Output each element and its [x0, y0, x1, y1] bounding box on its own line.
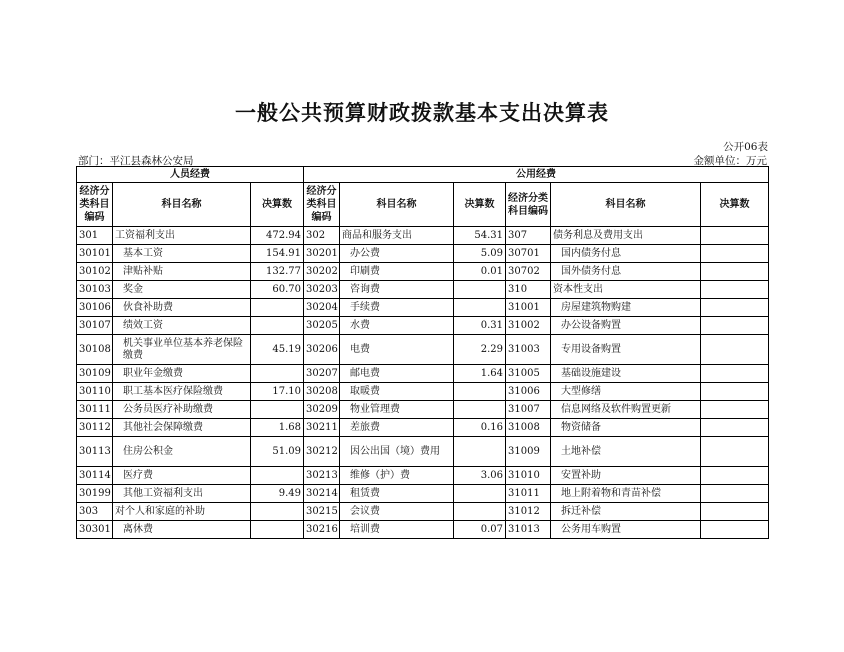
cell-amount: [701, 317, 769, 335]
cell-code: 30209: [304, 401, 340, 419]
cell-item-name: 基础设施建设: [551, 365, 701, 383]
cell-item-name: 差旅费: [340, 419, 454, 437]
cell-item-name: 土地补偿: [551, 437, 701, 467]
cell-amount: [701, 365, 769, 383]
cell-amount: [454, 503, 506, 521]
cell-code: 30211: [304, 419, 340, 437]
cell-item-name: 资本性支出: [551, 281, 701, 299]
cell-amount: 2.29: [454, 335, 506, 365]
cell-amount: [251, 299, 304, 317]
cell-code: 30102: [77, 263, 113, 281]
cell-code: 30208: [304, 383, 340, 401]
table-row: [77, 503, 769, 521]
cell-amount: [701, 419, 769, 437]
cell-item-name: 国外债务付息: [551, 263, 701, 281]
column-header-code: 经济分类科目编码: [304, 183, 340, 227]
cell-amount: [701, 383, 769, 401]
cell-item-name: 奖金: [113, 281, 251, 299]
cell-code: 31013: [506, 521, 551, 539]
table-row: [77, 365, 769, 383]
department-label: 部门：平江县森林公安局: [78, 155, 194, 167]
table-row: [77, 263, 769, 281]
cell-code: 30212: [304, 437, 340, 467]
cell-code: 30701: [506, 245, 551, 263]
table-row: [77, 227, 769, 245]
cell-amount: [251, 317, 304, 335]
cell-item-name: 绩效工资: [113, 317, 251, 335]
cell-code: 31009: [506, 437, 551, 467]
cell-item-name: 医疗费: [113, 467, 251, 485]
cell-item-name: 维修（护）费: [340, 467, 454, 485]
report-title: 一般公共预算财政拨款基本支出决算表: [235, 100, 609, 125]
cell-item-name: 津贴补贴: [113, 263, 251, 281]
cell-code: 307: [506, 227, 551, 245]
cell-code: 30214: [304, 485, 340, 503]
cell-item-name: 咨询费: [340, 281, 454, 299]
cell-item-name: 公务员医疗补助缴费: [113, 401, 251, 419]
cell-item-name: 离休费: [113, 521, 251, 539]
cell-amount: [701, 299, 769, 317]
cell-item-name: 职工基本医疗保险缴费: [113, 383, 251, 401]
cell-amount: [701, 503, 769, 521]
column-header-name: 科目名称: [551, 183, 701, 227]
cell-code: 30109: [77, 365, 113, 383]
cell-item-name: 租赁费: [340, 485, 454, 503]
cell-code: 301: [77, 227, 113, 245]
table-row: [77, 281, 769, 299]
cell-amount: 0.07: [454, 521, 506, 539]
cell-item-name: 邮电费: [340, 365, 454, 383]
cell-amount: 1.64: [454, 365, 506, 383]
cell-amount: 154.91: [251, 245, 304, 263]
cell-amount: [701, 281, 769, 299]
cell-amount: [454, 281, 506, 299]
cell-amount: 9.49: [251, 485, 304, 503]
cell-code: 30213: [304, 467, 340, 485]
cell-amount: 60.70: [251, 281, 304, 299]
cell-item-name: 办公设备购置: [551, 317, 701, 335]
cell-amount: 0.31: [454, 317, 506, 335]
cell-code: 31006: [506, 383, 551, 401]
cell-amount: 472.94: [251, 227, 304, 245]
cell-item-name: 因公出国（境）费用: [340, 437, 454, 467]
column-header-code: 经济分类科目编码: [506, 183, 551, 227]
cell-amount: [701, 245, 769, 263]
cell-amount: 1.68: [251, 419, 304, 437]
cell-code: 30101: [77, 245, 113, 263]
column-header-amount: 决算数: [251, 183, 304, 227]
cell-item-name: 其他工资福利支出: [113, 485, 251, 503]
cell-item-name: 工资福利支出: [113, 227, 251, 245]
cell-item-name: 安置补助: [551, 467, 701, 485]
cell-code: 30112: [77, 419, 113, 437]
cell-item-name: 其他社会保障缴费: [113, 419, 251, 437]
cell-amount: [701, 401, 769, 419]
cell-code: 302: [304, 227, 340, 245]
cell-code: 30107: [77, 317, 113, 335]
cell-code: 31001: [506, 299, 551, 317]
cell-code: 30201: [304, 245, 340, 263]
cell-amount: [251, 401, 304, 419]
table-row: [77, 521, 769, 539]
cell-code: 30215: [304, 503, 340, 521]
cell-code: 30111: [77, 401, 113, 419]
cell-amount: [454, 383, 506, 401]
public-expense-header: 公用经费: [304, 167, 769, 183]
cell-code: 30202: [304, 263, 340, 281]
personnel-expense-header: 人员经费: [77, 167, 304, 183]
cell-item-name: 物资储备: [551, 419, 701, 437]
cell-code: 30113: [77, 437, 113, 467]
cell-code: 30702: [506, 263, 551, 281]
cell-item-name: 公务用车购置: [551, 521, 701, 539]
cell-code: 310: [506, 281, 551, 299]
cell-item-name: 办公费: [340, 245, 454, 263]
cell-item-name: 机关事业单位基本养老保险缴费: [113, 335, 251, 365]
cell-item-name: 大型修缮: [551, 383, 701, 401]
cell-code: 31012: [506, 503, 551, 521]
table-row: [77, 467, 769, 485]
cell-code: 30114: [77, 467, 113, 485]
cell-amount: 45.19: [251, 335, 304, 365]
cell-amount: 54.31: [454, 227, 506, 245]
column-header-amount: 决算数: [701, 183, 769, 227]
cell-code: 30103: [77, 281, 113, 299]
cell-item-name: 水费: [340, 317, 454, 335]
amount-unit-label: 金额单位：万元: [693, 155, 767, 167]
cell-code: 31005: [506, 365, 551, 383]
cell-amount: 0.01: [454, 263, 506, 281]
cell-item-name: 电费: [340, 335, 454, 365]
cell-amount: [251, 365, 304, 383]
cell-amount: 132.77: [251, 263, 304, 281]
table-row: [77, 335, 769, 365]
cell-amount: [701, 521, 769, 539]
cell-amount: [251, 521, 304, 539]
form-number: 公开06表: [723, 141, 768, 153]
cell-item-name: 国内债务付息: [551, 245, 701, 263]
cell-item-name: 地上附着物和青苗补偿: [551, 485, 701, 503]
cell-code: 31011: [506, 485, 551, 503]
table-row: [77, 245, 769, 263]
cell-code: 30301: [77, 521, 113, 539]
cell-code: 31010: [506, 467, 551, 485]
cell-code: 30203: [304, 281, 340, 299]
cell-item-name: 拆迁补偿: [551, 503, 701, 521]
column-header-name: 科目名称: [340, 183, 454, 227]
table-row: [77, 401, 769, 419]
cell-code: 303: [77, 503, 113, 521]
table-row: [77, 299, 769, 317]
cell-item-name: 印刷费: [340, 263, 454, 281]
cell-item-name: 基本工资: [113, 245, 251, 263]
cell-item-name: 伙食补助费: [113, 299, 251, 317]
cell-code: 30204: [304, 299, 340, 317]
table-row: [77, 419, 769, 437]
column-header-amount: 决算数: [454, 183, 506, 227]
cell-item-name: 对个人和家庭的补助: [113, 503, 251, 521]
table-row: [77, 383, 769, 401]
cell-item-name: 专用设备购置: [551, 335, 701, 365]
cell-code: 31003: [506, 335, 551, 365]
cell-code: 30199: [77, 485, 113, 503]
cell-code: 30110: [77, 383, 113, 401]
cell-amount: [454, 299, 506, 317]
cell-amount: [701, 335, 769, 365]
cell-item-name: 住房公积金: [113, 437, 251, 467]
cell-code: 31002: [506, 317, 551, 335]
cell-amount: [454, 401, 506, 419]
cell-item-name: 物业管理费: [340, 401, 454, 419]
cell-amount: [251, 467, 304, 485]
cell-code: 30205: [304, 317, 340, 335]
cell-item-name: 取暖费: [340, 383, 454, 401]
cell-code: 30216: [304, 521, 340, 539]
cell-amount: [701, 263, 769, 281]
cell-amount: [701, 227, 769, 245]
cell-code: 30106: [77, 299, 113, 317]
table-row: [77, 485, 769, 503]
cell-item-name: 债务利息及费用支出: [551, 227, 701, 245]
cell-item-name: 职业年金缴费: [113, 365, 251, 383]
expenditure-table: [76, 166, 769, 539]
cell-amount: 3.06: [454, 467, 506, 485]
cell-item-name: 手续费: [340, 299, 454, 317]
cell-item-name: 培训费: [340, 521, 454, 539]
cell-amount: [701, 467, 769, 485]
cell-amount: 17.10: [251, 383, 304, 401]
cell-code: 30207: [304, 365, 340, 383]
cell-amount: [251, 503, 304, 521]
cell-code: 31007: [506, 401, 551, 419]
column-header-name: 科目名称: [113, 183, 251, 227]
table-row: [77, 317, 769, 335]
cell-amount: 0.16: [454, 419, 506, 437]
column-header-code: 经济分类科目编码: [77, 183, 113, 227]
cell-amount: 51.09: [251, 437, 304, 467]
cell-code: 30206: [304, 335, 340, 365]
cell-amount: [701, 485, 769, 503]
cell-item-name: 信息网络及软件购置更新: [551, 401, 701, 419]
cell-item-name: 商品和服务支出: [340, 227, 454, 245]
cell-code: 31008: [506, 419, 551, 437]
cell-code: 30108: [77, 335, 113, 365]
cell-item-name: 房屋建筑物购建: [551, 299, 701, 317]
cell-item-name: 会议费: [340, 503, 454, 521]
cell-amount: [454, 485, 506, 503]
cell-amount: [454, 437, 506, 467]
table-row: [77, 437, 769, 467]
cell-amount: 5.09: [454, 245, 506, 263]
cell-amount: [701, 437, 769, 467]
